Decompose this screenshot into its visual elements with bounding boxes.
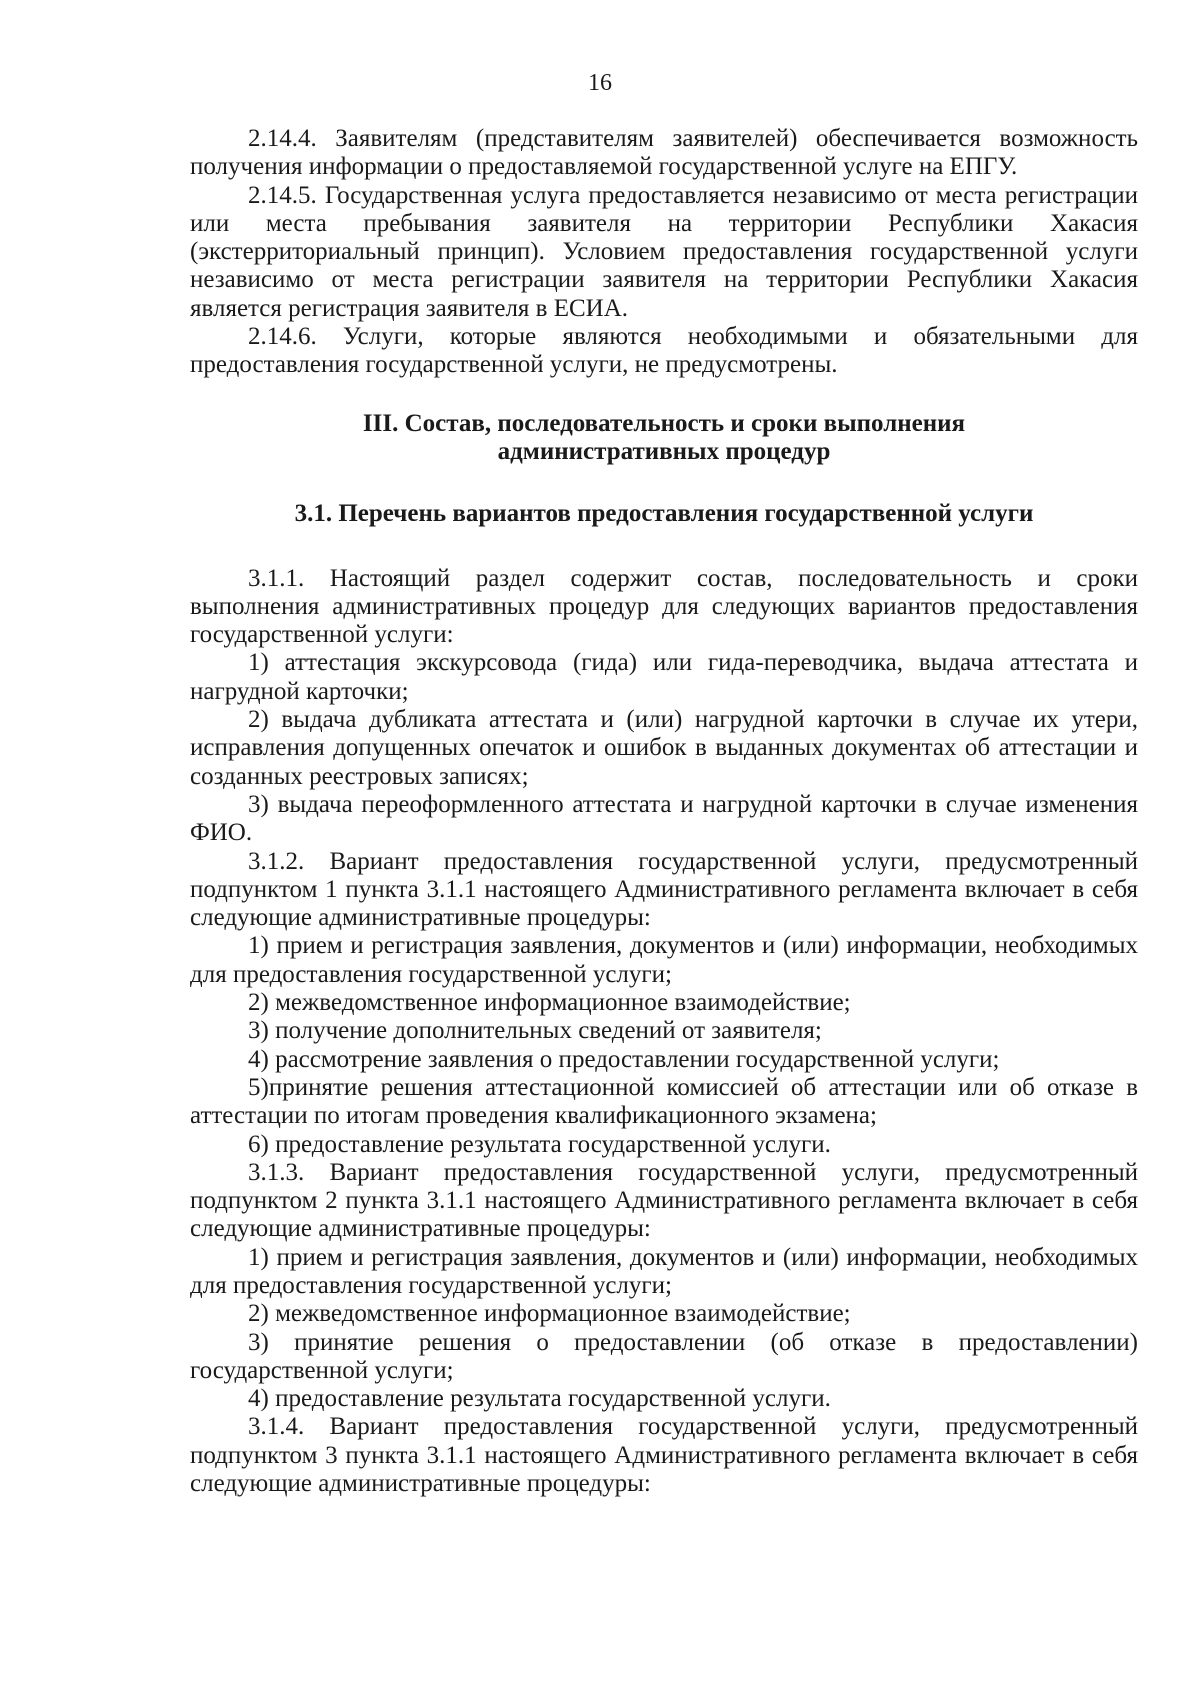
paragraph-3-1-4: 3.1.4. Вариант предоставления государственной услуги, предусмотренный подпунктом 3 пункта 3.1.1 настоящего Административного регламента включает в себя следующие административные процедуры:: [190, 1413, 1138, 1498]
list-item-procedure: 2) межведомственное информационное взаимодействие;: [248, 989, 851, 1017]
list-item-variant-1: 1) аттестация экскурсовода (гида) или гида-переводчика, выдача аттестата и нагрудной карточки;: [190, 649, 1138, 705]
section-heading: [190, 410, 1138, 467]
section-heading-line-1: III. Состав, последовательность и сроки выполнения: [362, 409, 966, 437]
subsection-heading: 3.1. Перечень вариантов предоставления государственной услуги: [294, 500, 1034, 528]
list-item-procedure: 4) рассмотрение заявления о предоставлении государственной услуги;: [248, 1045, 1000, 1073]
list-item-procedure: 5)принятие решения аттестационной комиссией об аттестации или об отказе в аттестации по итогам проведения квалификационного экзамена;: [190, 1073, 1138, 1130]
paragraph-2-14-6: 2.14.6. Услуги, которые являются необходимыми и обязательными для предоставления государственной услуги, не предусмотрены.: [190, 323, 1138, 379]
list-item-procedure: 3) принятие решения о предоставлении (об отказе в предоставлении) государственной услуги;: [190, 1328, 1138, 1384]
document-body: [190, 125, 1138, 1498]
paragraph-2-14-5: 2.14.5. Государственная услуга предоставляется независимо от места регистрации или места пребывания заявителя на территории Республики Хакасия (экстерриториальный принцип). Условием предоставления государственной услуги независимо от места регистрации заявителя на территории Республики Хакасия является регистрация заявителя в ЕСИА.: [190, 181, 1138, 322]
list-item-procedure: 3) получение дополнительных сведений от заявителя;: [248, 1017, 822, 1045]
section-heading-line-2: административных процедур: [497, 437, 831, 465]
paragraph-3-1-1: 3.1.1. Настоящий раздел содержит состав, последовательность и сроки выполнения административных процедур для следующих вариантов предоставления государственной услуги:: [190, 564, 1138, 649]
paragraph-2-14-4: 2.14.4. Заявителям (представителям заявителей) обеспечивается возможность получения информации о предоставляемой государственной услуге на ЕПГУ.: [190, 125, 1138, 181]
list-item-procedure: 2) межведомственное информационное взаимодействие;: [248, 1300, 851, 1328]
list-item-procedure: 4) предоставление результата государственной услуги.: [248, 1385, 831, 1413]
paragraph-3-1-2: 3.1.2. Вариант предоставления государственной услуги, предусмотренный подпунктом 1 пункта 3.1.1 настоящего Административного регламента включает в себя следующие административные процедуры:: [190, 847, 1138, 932]
list-item-procedure: 6) предоставление результата государственной услуги.: [248, 1130, 831, 1158]
list-item-procedure: 1) прием и регистрация заявления, документов и (или) информации, необходимых для предоставления государственной услуги;: [190, 1243, 1138, 1299]
page-number: 16: [588, 70, 612, 96]
list-item-variant-3: 3) выдача переоформленного аттестата и нагрудной карточки в случае изменения ФИО.: [190, 790, 1138, 847]
list-item-variant-2: 2) выдача дубликата аттестата и (или) нагрудной карточки в случае их утери, исправления допущенных опечаток и ошибок в выданных документах об аттестации и созданных реестровых записях;: [190, 706, 1138, 790]
list-item-procedure: 1) прием и регистрация заявления, документов и (или) информации, необходимых для предоставления государственной услуги;: [190, 932, 1138, 988]
paragraph-3-1-3: 3.1.3. Вариант предоставления государственной услуги, предусмотренный подпунктом 2 пункта 3.1.1 настоящего Административного регламента включает в себя следующие административные процедуры:: [190, 1158, 1138, 1243]
